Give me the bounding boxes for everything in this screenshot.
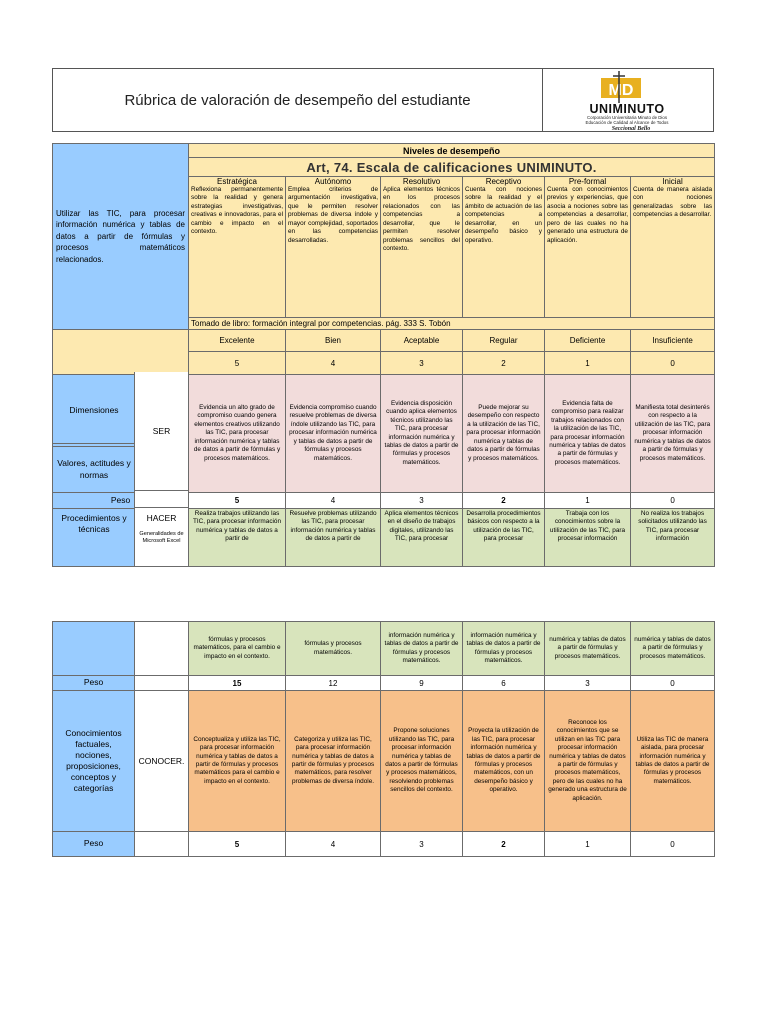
conocer-cell-3: Propone soluciones utilizando las TIC, para procesar información numérica y tablas de datos a partir de fórmulas y procesos matemáticos, resolviendo problemas sencillos del contexto. [381,691,463,832]
cont-cell-5: fórmulas y procesos matemáticos, para el cambio e impacto en el contexto. [189,622,286,676]
conocer-cell-1: Reconoce los conocimientos que se utilizan en las TIC para procesar información numérica y tablas de datos a partir de fórmulas y procesos matemáticos, pero de las cuales no ha generado una estructura de aplicación. [545,691,631,832]
hacer-cell-4: Resuelve problemas utilizando las TIC, para procesar información numérica y tablas de datos a partir de [286,509,381,567]
rating-bien: Bien [286,330,381,352]
ser-cell-4: Evidencia compromiso cuando resuelve problemas de diversa índole utilizando las TIC, para procesar información numérica y tablas de datos a partir de fórmulas y procesos matemáticos. [286,375,381,493]
escala-title: Art, 74. Escala de calificaciones UNIMINUTO. [189,158,715,177]
hacer-cell-2: Desarrolla procedimientos básicos con respecto a la utilización de las TIC, para procesar [463,509,545,567]
svg-text:MD: MD [608,82,634,99]
logo-sub3: Seccional Bello [611,126,651,131]
rating-excelente: Excelente [189,330,286,352]
conoc-cell: Conocimientos factuales, nociones, proposiciones, conceptos y categorías [53,691,135,832]
peso3-5: 5 [189,832,286,857]
peso-spacer-3 [135,832,189,857]
conocer-cell-0: Utiliza las TIC de manera aislada, para procesar información numérica y tablas de datos a partir de fórmulas y procesos matemáticos. [631,691,715,832]
conocer-cell-4: Categoriza y utiliza las TIC, para procesar información numérica y tablas de datos a partir de fórmulas y procesos matemáticos, para resolver problemas de diversa índole. [286,691,381,832]
rating-regular: Regular [463,330,545,352]
competency-cell: Utilizar las TIC, para procesar información numérica y tablas de datos a partir de fórmulas y procesos matemáticos relacionados. [53,144,189,330]
peso3-0: 0 [631,832,715,857]
peso1-1: 1 [545,493,631,509]
rating-spacer [53,330,189,352]
rating-deficiente: Deficiente [545,330,631,352]
rubric-table-2 [52,621,715,857]
rating-aceptable: Aceptable [381,330,463,352]
peso2-0: 0 [631,676,715,691]
valores-cell: Valores, actitudes y normas [53,447,189,493]
uniminuto-logo [543,69,713,131]
peso-spacer-2 [135,676,189,691]
peso3-3: 3 [381,832,463,857]
cont-white-cell [135,622,189,676]
level-autonomo: Autónomo Emplea criterios de argumentación investigativa, que le permiten resolver problemas de diversa índole y mayor complejidad, soportados en las competencias desarrolladas. [286,177,381,318]
score-0: 0 [631,352,715,375]
peso2-12: 12 [286,676,381,691]
peso2-9: 9 [381,676,463,691]
level-estrategica: Estratégica Reflexiona permanentemente sobre la realidad y genera estrategias investigativas, creativas e innovadoras, para el cambio e impacto en el contexto. [189,177,286,318]
peso2-3: 3 [545,676,631,691]
score-2: 2 [463,352,545,375]
proc-cell: Procedimientos y técnicas [53,509,189,567]
hacer-cell-0: No realiza los trabajos solicitados utilizando las TIC, para procesar información [631,509,715,567]
cont-cell-0: numérica y tablas de datos a partir de fórmulas y procesos matemáticos. [631,622,715,676]
score-4: 4 [286,352,381,375]
peso3-4: 4 [286,832,381,857]
level-preformal: Pre-formal Cuenta con conocimientos previos y experiencias, que asocia a nociones sobre las competencias a desarrollar, pero de las cuales no ha generado una estructura de aplicación. [545,177,631,318]
rubric-header [52,68,714,132]
peso-label-1: Peso [53,493,189,509]
score-5: 5 [189,352,286,375]
ser-cell-2: Puede mejorar su desempeño con respecto a la utilización de las TIC, para procesar información numérica y tablas de datos a partir de fórmulas y procesos matemáticos. [463,375,545,493]
logo-sub1: Corporación Universitaria Minuto de Dios [586,115,668,120]
level-receptivo: Receptivo Cuenta con nociones sobre la realidad y el ámbito de actuación de las competencias a desarrollar, en un desempeño básico y operativo. [463,177,545,318]
peso-label-2: Peso [53,676,135,691]
level-resolutivo: Resolutivo Aplica elementos técnicos en los procesos relacionados con las competencias a desarrollar, que le permiten resolver problemas sencillos del contexto. [381,177,463,318]
peso-spacer-1 [134,490,188,507]
level-inicial: Inicial Cuenta de manera aislada con nociones generalizadas sobre las competencias a desarrollar. [631,177,715,318]
hacer-cell-3: Aplica elementos técnicos en el diseño de trabajos digitales, utilizando las TIC, para procesar [381,509,463,567]
conocer-cell-2: Proyecta la utilización de las TIC, para procesar información numérica y tablas de datos a partir de fórmulas y procesos matemáticos, con un desempeño básico y operativo. [463,691,545,832]
hacer-cell-5: Realiza trabajos utilizando las TIC, para procesar información numérica y tablas de datos a partir de [189,509,286,567]
ser-cell-1: Evidencia falta de compromiso para realizar trabajos relacionados con la utilización de las TIC, para procesar información numérica y tablas de datos a partir de fórmulas y procesos matemáticos. [545,375,631,493]
peso1-5: 5 [189,493,286,509]
logo-sub2: Educación de Calidad al Alcance de Todos [585,120,669,125]
peso-label-3: Peso [53,832,135,857]
ser-label: SER [134,372,188,490]
cont-cell-4: fórmulas y procesos matemáticos. [286,622,381,676]
ser-cell-5: Evidencia un alto grado de compromiso cuando genera elementos creativos utilizando las TIC, para procesar información numérica y tablas de datos a partir de fórmulas y procesos matemáticos. [189,375,286,493]
hacer-label: HACER [146,513,177,523]
dimensiones-cell: Dimensiones [53,375,189,447]
conocer-cell-5: Conceptualiza y utiliza las TIC, para procesar información numérica y tablas de datos a partir de fórmulas y procesos matemáticos para el cambio e impacto en el contexto. [189,691,286,832]
hacer-cell-1: Trabaja con los conocimientos sobre la utilización de las TIC, para procesar información [545,509,631,567]
conocer-label: CONOCER. [135,691,189,832]
score-1: 1 [545,352,631,375]
peso3-2: 2 [463,832,545,857]
source-note: Tomado de libro: formación integral por competencias. pág. 333 S. Tobón [189,318,715,330]
peso3-1: 1 [545,832,631,857]
peso2-15: 15 [189,676,286,691]
page-title: Rúbrica de valoración de desempeño del estudiante [53,69,543,131]
peso1-3: 3 [381,493,463,509]
dim-divider [52,443,134,444]
cont-cell-1: numérica y tablas de datos a partir de fórmulas y procesos matemáticos. [545,622,631,676]
peso1-0: 0 [631,493,715,509]
peso1-4: 4 [286,493,381,509]
logo-name: UNIMINUTO [589,102,665,116]
cont-cell-3: información numérica y tablas de datos a partir de fórmulas y procesos matemáticos. [381,622,463,676]
ser-cell-3: Evidencia disposición cuando aplica elementos técnicos utilizando las TIC, para procesar información numérica y tablas de datos a partir de fórmulas y procesos matemáticos. [381,375,463,493]
cont-blue-cell [53,622,135,676]
hacer-sub: Generalidades de Microsoft Excel [139,531,184,545]
rating-insuficiente: Insuficiente [631,330,715,352]
peso1-2: 2 [463,493,545,509]
score-3: 3 [381,352,463,375]
ser-cell-0: Manifiesta total desinterés con respecto a la utilización de las TIC, para procesar información numérica y tablas de datos a partir de fórmulas y procesos matemáticos. [631,375,715,493]
niveles-title: Niveles de desempeño [189,144,715,158]
logo-emblem-icon [601,71,641,103]
cont-cell-2: información numérica y tablas de datos a partir de fórmulas y procesos matemáticos. [463,622,545,676]
peso2-6: 6 [463,676,545,691]
hacer-block [134,507,188,566]
